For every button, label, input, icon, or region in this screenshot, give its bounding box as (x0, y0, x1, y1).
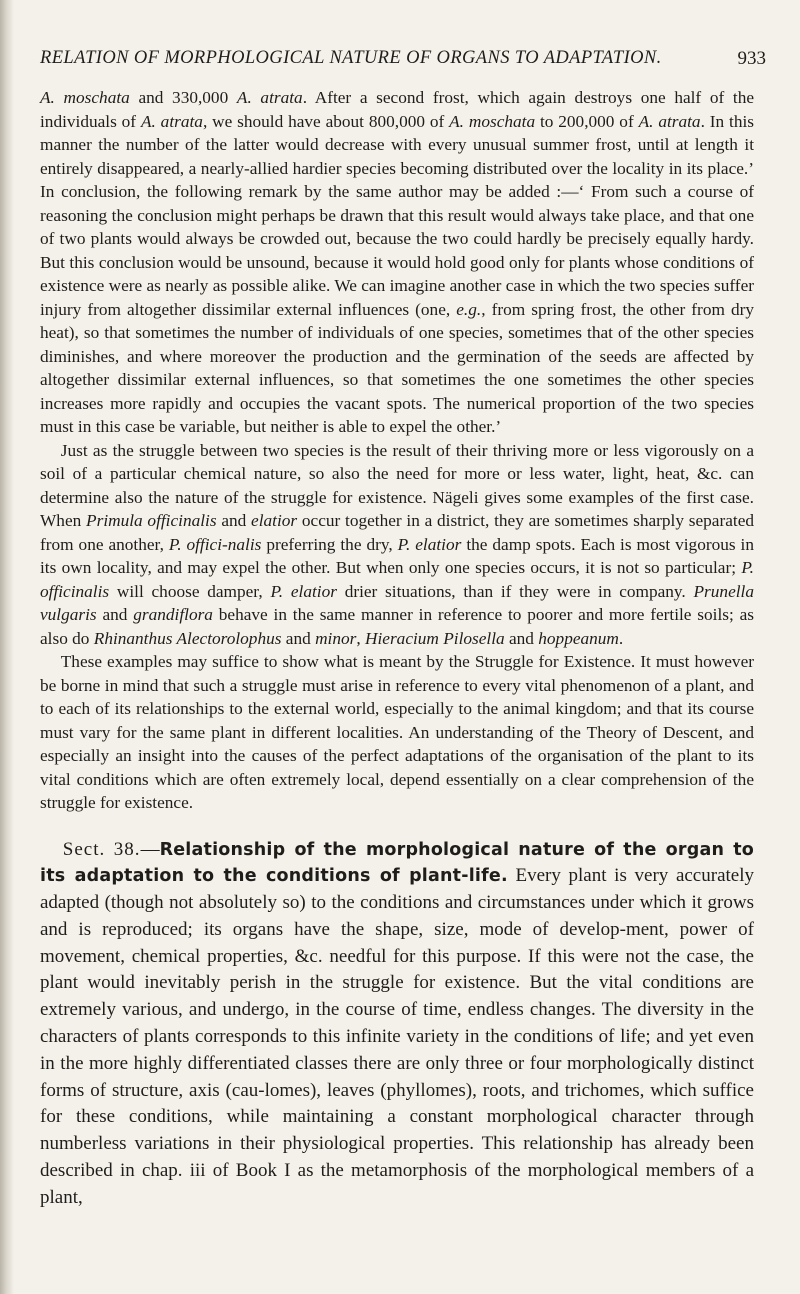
text-run: to 200,000 of (535, 111, 639, 131)
text-run: will choose damper, (109, 581, 271, 601)
species-name: Hieracium Pilosella (365, 628, 505, 648)
section-label: Sect. 38. (62, 838, 141, 860)
text-run: Just as the struggle between two species is the result of their thriving more or less vigorously on a soil of a particular chemical nature, so also the need for more or less water, light, heat, &c. can determine also the nature of the struggle for existence. Nägeli gives some examples of the first case. When (40, 440, 754, 530)
text-run: the damp spots. Each is most vigorous in its own locality, and may expel the other. But when only one species occurs, it is not so particular; (40, 534, 754, 577)
page-header (40, 44, 766, 80)
text-run: , from spring frost, the other from dry heat), so that sometimes the number of individuals of one species, sometimes that of the other species diminishes, and where moreover the production and the germination of the seeds are affected by altogether dissimilar external influences, so that sometimes the one sometimes the other species increases more rapidly and occupies the vacant spots. The numerical proportion of the two species must in this case be variable, but neither is able to expel the other.’ (40, 299, 754, 436)
species-name: A. atrata (236, 88, 303, 107)
species-name: elatior (251, 511, 298, 530)
species-name: P. officinalis (40, 558, 754, 601)
species-name: A. moschata (40, 88, 130, 107)
text-run: occur together in a district, they are sometimes sharply separated from one another, (40, 511, 754, 554)
body-text (40, 86, 754, 1212)
species-name: grandiflora (133, 605, 213, 624)
paragraph-quote-continuation (40, 86, 754, 439)
species-name: Rhinanthus Alectorolophus (93, 628, 282, 648)
species-name: Primula officinalis (86, 511, 217, 530)
species-name: P. elatior (270, 581, 337, 601)
paragraph-struggle-conditions (40, 439, 754, 651)
species-name: P. offici-nalis (168, 534, 262, 554)
text-run: and (96, 605, 134, 624)
text-run: and (281, 628, 316, 648)
text-run: and (504, 628, 539, 648)
latin-abbreviation: e.g. (456, 299, 482, 319)
text-run: , (356, 628, 365, 648)
section-38-paragraph (40, 837, 754, 1212)
page-number: 933 (737, 48, 766, 69)
species-name: minor (315, 628, 357, 648)
species-name: P. elatior (397, 534, 462, 554)
section-heading: Relationship of the morphological nature of the organ to its adaptation to the conditions of plant-life. (40, 839, 754, 887)
running-title: RELATION OF MORPHOLOGICAL NATURE OF ORGANS TO ADAPTATION. (40, 48, 662, 68)
section-dash: — (140, 838, 160, 860)
species-name: hoppeanum (538, 628, 619, 648)
text-run: , we should have about 800,000 of (202, 111, 450, 131)
section-body: Every plant is very accurately adapted (though not absolutely so) to the conditions and circumstances under which it grows and is reproduced; its organs have the shape, size, mode of develop-ment, power of movement, chemical properties, &c. needful for this purpose. If this were not the case, the plant would inevitably perish in the struggle for existence. But the vital conditions are extremely various, and undergo, in the course of time, endless changes. The diversity in the characters of plants corresponds to this infinite variety in the conditions of life; and yet even in the more highly differentiated classes there are only three or four morphologically distinct forms of structure, axis (cau-lomes), leaves (phyllomes), roots, and trichomes, which suffice for these conditions, while maintaining a constant morphological character through numberless variations in their physiological properties. This relationship has already been described in chap. iii of Book I as the metamorphosis of the morphological members of a plant, (40, 865, 754, 1208)
text-run: preferring the dry, (261, 534, 398, 554)
species-name: A. atrata (638, 111, 701, 131)
text-run: and (216, 511, 252, 530)
text-run: . In this manner the number of the latter would decrease with every unusual summer frost, until at length it entirely disappeared, a nearly-allied hardier species becoming distributed over the locality in its place.’ In conclusion, the following remark by the same author may be added :—‘ From such a course of reasoning the conclusion might perhaps be drawn that this result would always take place, and that one of two plants would always be crowded out, because the two could hardly be precisely equally hardy. But this conclusion would be unsound, because it would hold good only for plants whose conditions of existence were as nearly as possible alike. We can imagine another case in which the two species suffer injury from altogether dissimilar external influences (one, (40, 111, 754, 319)
paragraph-struggle-summary: These examples may suffice to show what is meant by the Struggle for Existence. It must however be borne in mind that such a struggle must arise in reference to every vital phenomenon of a plant, and to each of its relationships to the external world, especially to the animal kingdom; and that its course must vary for the same plant in different localities. An understanding of the Theory of Descent, and especially an insight into the causes of the perfect adaptations of the organisation of the plant to its vital conditions which are often extremely local, depend essentially on a clear comprehension of the struggle for existence. (40, 652, 754, 812)
text-run: behave in the same manner in reference to poorer and more fertile soils; as also do (40, 605, 754, 648)
species-name: Prunella vulgaris (40, 581, 754, 624)
text-run: . After a second frost, which again destroys one half of the individuals of (40, 88, 755, 131)
species-name: A. atrata (140, 111, 203, 131)
page-binding-edge (0, 0, 14, 1294)
text-run: drier situations, than if they were in company. (336, 581, 694, 601)
text-run: . (618, 628, 624, 648)
species-name: A. moschata (449, 111, 536, 131)
text-run: and 330,000 (129, 88, 237, 107)
